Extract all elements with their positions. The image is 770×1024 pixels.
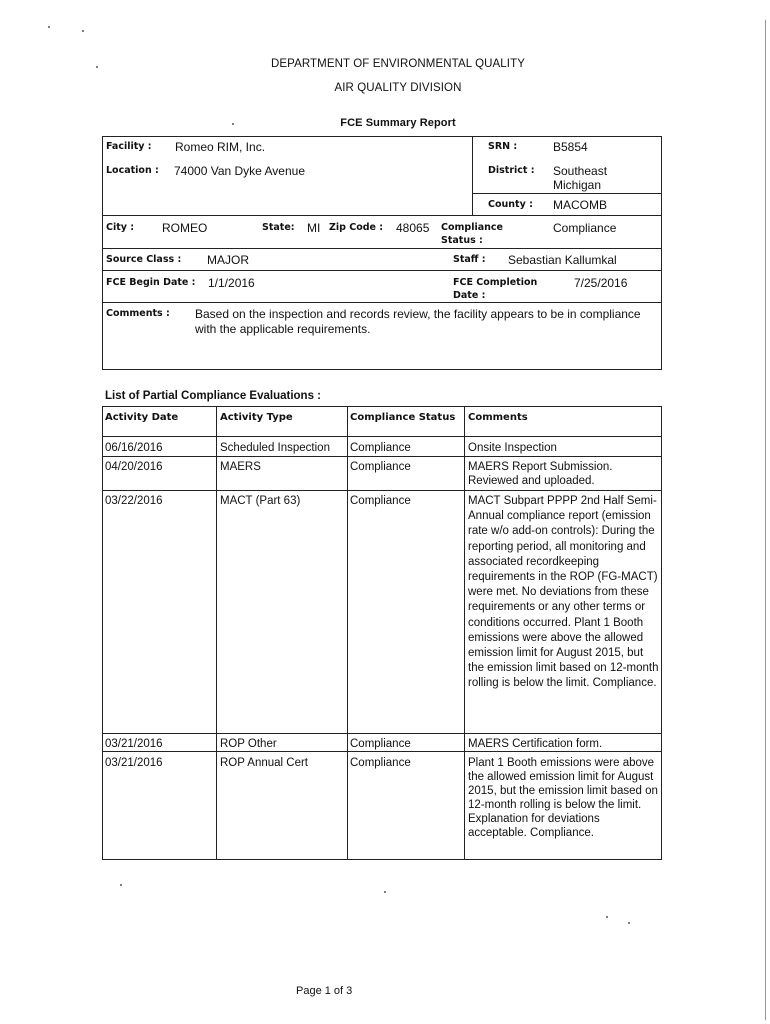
table-row-4-status: Compliance bbox=[350, 738, 411, 750]
compliance-status-label-line1: Compliance bbox=[441, 222, 503, 233]
location-value: 74000 Van Dyke Avenue bbox=[174, 164, 305, 178]
col-header-comments: Comments bbox=[468, 412, 528, 423]
department-title: DEPARTMENT OF ENVIRONMENTAL QUALITY bbox=[271, 58, 525, 70]
zip-value: 48065 bbox=[396, 221, 430, 235]
col-header-compliance-status: Compliance Status bbox=[350, 412, 456, 423]
table-row-3-status: Compliance bbox=[350, 495, 411, 507]
fce-begin-label: FCE Begin Date : bbox=[106, 277, 196, 288]
table-row-4-comments: MAERS Certification form. bbox=[468, 738, 603, 750]
table-row-1-status: Compliance bbox=[350, 442, 411, 454]
table-row-1-comments: Onsite Inspection bbox=[468, 442, 557, 454]
pce-list-title: List of Partial Compliance Evaluations : bbox=[105, 390, 321, 402]
compliance-status-label-line2: Status : bbox=[441, 235, 483, 246]
table-row-3-comments: MACT Subpart PPPP 2nd Half Semi-Annual compliance report (emission rate w/o add-on controls): During the reporting period, all monitoring and associated recordkeeping requirements in the ROP (FG-MACT) were met. No deviations from these requirements or any other terms or conditions occurred. Plant 1 Booth emissions were above the allowed emission limit for August 2015, but the emission limit based on 12-month rolling is below the limit. Compliance. bbox=[468, 495, 659, 690]
table-row-4-date: 03/21/2016 bbox=[105, 738, 163, 750]
source-class-label: Source Class : bbox=[106, 254, 182, 265]
table-row-5-type: ROP Annual Cert bbox=[220, 757, 309, 769]
staff-label: Staff : bbox=[453, 254, 486, 265]
location-label: Location : bbox=[106, 165, 159, 176]
table-row-2-comments: MAERS Report Submission. Reviewed and uploaded. bbox=[468, 461, 613, 487]
comments-line1: Based on the inspection and records review, the facility appears to be in compliance bbox=[195, 307, 641, 321]
state-label: State: bbox=[262, 222, 295, 233]
city-value: ROMEO bbox=[162, 221, 208, 235]
city-label: City : bbox=[106, 222, 135, 233]
facility-label: Facility : bbox=[106, 141, 152, 152]
col-header-activity-type: Activity Type bbox=[220, 412, 293, 423]
fce-begin-value: 1/1/2016 bbox=[208, 276, 255, 290]
table-row-2-type: MAERS bbox=[220, 461, 261, 473]
table-row-5-status: Compliance bbox=[350, 757, 411, 769]
srn-value: B5854 bbox=[553, 140, 588, 154]
table-row-3-date: 03/22/2016 bbox=[105, 495, 163, 507]
district-value-line2: Michigan bbox=[553, 178, 602, 192]
table-row-1-type: Scheduled Inspection bbox=[220, 442, 330, 454]
comments-line2: with the applicable requirements. bbox=[195, 322, 371, 336]
state-value: MI bbox=[307, 221, 321, 235]
division-title: AIR QUALITY DIVISION bbox=[334, 82, 462, 94]
table-row-4-type: ROP Other bbox=[220, 738, 277, 750]
table-row-2-date: 04/20/2016 bbox=[105, 461, 163, 473]
table-row-5-comments: Plant 1 Booth emissions were above the allowed emission limit for August 2015, but the emission limit based on 12-month rolling is below the limit. Explanation for deviations acceptable. Compliance. bbox=[468, 757, 658, 839]
source-class-value: MAJOR bbox=[207, 253, 249, 267]
facility-value: Romeo RIM, Inc. bbox=[175, 140, 266, 154]
compliance-status-value: Compliance bbox=[553, 221, 617, 235]
fce-completion-label-line1: FCE Completion bbox=[453, 277, 538, 288]
comments-label: Comments : bbox=[106, 308, 170, 319]
page-number: Page 1 of 3 bbox=[296, 985, 353, 997]
district-value-line1: Southeast bbox=[553, 164, 608, 178]
fce-completion-label-line2: Date : bbox=[453, 290, 486, 301]
zip-label: Zip Code : bbox=[329, 222, 384, 233]
srn-label: SRN : bbox=[488, 141, 518, 152]
col-header-activity-date: Activity Date bbox=[105, 412, 179, 423]
table-row-1-date: 06/16/2016 bbox=[105, 442, 163, 454]
fce-completion-value: 7/25/2016 bbox=[574, 276, 628, 290]
district-label: District : bbox=[488, 165, 535, 176]
staff-value: Sebastian Kallumkal bbox=[508, 253, 617, 267]
county-value: MACOMB bbox=[553, 198, 607, 212]
report-title: FCE Summary Report bbox=[340, 117, 456, 129]
table-row-5-date: 03/21/2016 bbox=[105, 757, 163, 769]
table-row-2-status: Compliance bbox=[350, 461, 411, 473]
table-row-3-type: MACT (Part 63) bbox=[220, 495, 301, 507]
county-label: County : bbox=[488, 199, 533, 210]
